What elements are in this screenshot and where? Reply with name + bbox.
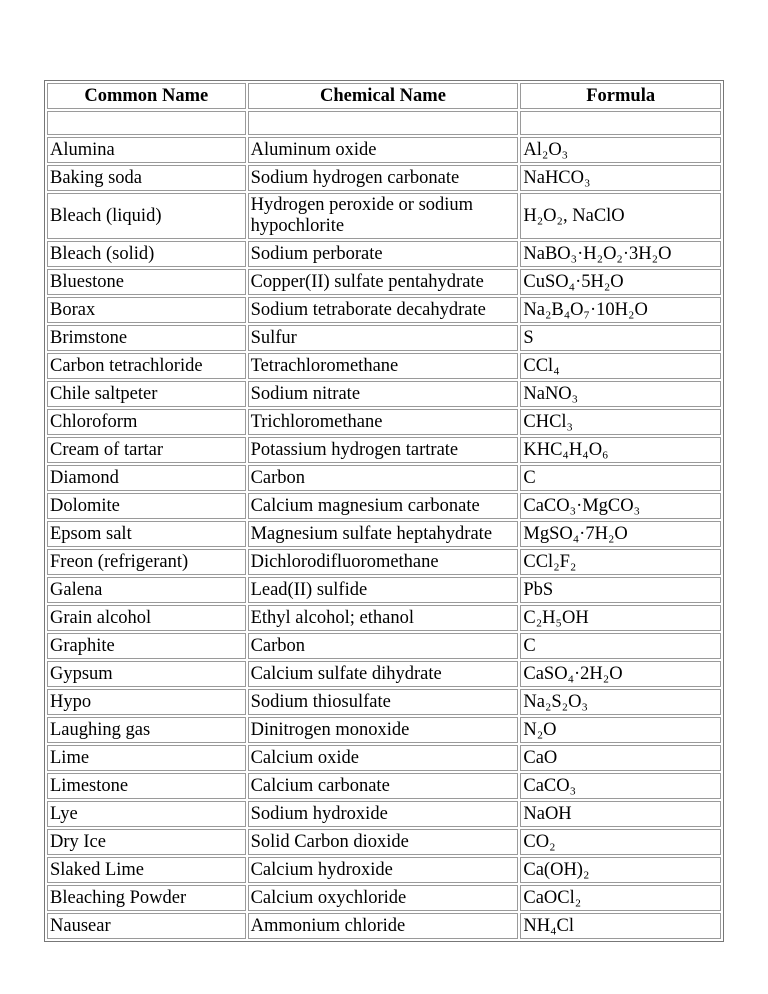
formula-cell: N₂O: [520, 717, 721, 743]
table-row: [47, 193, 721, 239]
formula-cell: C: [520, 633, 721, 659]
chemical-name-cell: Calcium hydroxide: [248, 857, 519, 883]
header-row: [47, 83, 721, 109]
chemical-name-cell: Sodium tetraborate decahydrate: [248, 297, 519, 323]
common-name-cell: Gypsum: [47, 661, 246, 687]
formula-cell: Al₂O₃: [520, 137, 721, 163]
chemical-name-cell: Sodium thiosulfate: [248, 689, 519, 715]
chemical-name-cell: Calcium oxychloride: [248, 885, 519, 911]
table-row: [47, 801, 721, 827]
chemical-name-cell: Aluminum oxide: [248, 137, 519, 163]
chemical-name-cell: Sodium hydroxide: [248, 801, 519, 827]
formula-cell: CO₂: [520, 829, 721, 855]
formula-cell: CaO: [520, 745, 721, 771]
blank-cell: [520, 111, 721, 135]
formula-cell: CCl₂F₂: [520, 549, 721, 575]
chemical-name-cell: Lead(II) sulfide: [248, 577, 519, 603]
common-name-cell: Brimstone: [47, 325, 246, 351]
common-name-cell: Bleach (solid): [47, 241, 246, 267]
common-name-cell: Limestone: [47, 773, 246, 799]
chemical-name-cell: Sodium nitrate: [248, 381, 519, 407]
header-common-name: Common Name: [47, 83, 246, 109]
table-row: [47, 325, 721, 351]
common-name-cell: Bluestone: [47, 269, 246, 295]
table-row: [47, 521, 721, 547]
formula-cell: CHCl₃: [520, 409, 721, 435]
table-row: [47, 689, 721, 715]
table-row: [47, 165, 721, 191]
chemical-name-cell: Hydrogen peroxide or sodium hypochlorite: [248, 193, 519, 239]
formula-cell: Na₂S₂O₃: [520, 689, 721, 715]
table-row: [47, 353, 721, 379]
chemical-name-cell: Dichlorodifluoromethane: [248, 549, 519, 575]
table-row: [47, 633, 721, 659]
chemical-name-cell: Sulfur: [248, 325, 519, 351]
blank-cell: [47, 111, 246, 135]
formula-cell: NaBO₃·H₂O₂·3H₂O: [520, 241, 721, 267]
formula-cell: NaHCO₃: [520, 165, 721, 191]
common-name-cell: Borax: [47, 297, 246, 323]
common-name-cell: Hypo: [47, 689, 246, 715]
formula-cell: Na₂B₄O₇·10H₂O: [520, 297, 721, 323]
common-name-cell: Chloroform: [47, 409, 246, 435]
chemical-name-cell: Carbon: [248, 465, 519, 491]
formula-cell: PbS: [520, 577, 721, 603]
common-name-cell: Alumina: [47, 137, 246, 163]
common-name-cell: Galena: [47, 577, 246, 603]
formula-cell: C₂H₅OH: [520, 605, 721, 631]
table-row: [47, 241, 721, 267]
common-name-cell: Carbon tetrachloride: [47, 353, 246, 379]
common-name-cell: Bleach (liquid): [47, 193, 246, 239]
chemical-name-cell: Ethyl alcohol; ethanol: [248, 605, 519, 631]
common-name-cell: Chile saltpeter: [47, 381, 246, 407]
chemical-names-table: [44, 80, 724, 942]
formula-cell: CaCO₃: [520, 773, 721, 799]
table-row: [47, 745, 721, 771]
formula-cell: Ca(OH)₂: [520, 857, 721, 883]
common-name-cell: Diamond: [47, 465, 246, 491]
table-row: [47, 409, 721, 435]
table-row: [47, 829, 721, 855]
table-row: [47, 493, 721, 519]
header-formula: Formula: [520, 83, 721, 109]
table-row: [47, 437, 721, 463]
formula-cell: MgSO₄·7H₂O: [520, 521, 721, 547]
chemical-name-cell: Sodium hydrogen carbonate: [248, 165, 519, 191]
chemical-name-cell: Dinitrogen monoxide: [248, 717, 519, 743]
formula-cell: NaNO₃: [520, 381, 721, 407]
table-row: [47, 913, 721, 939]
table-row: [47, 717, 721, 743]
blank-cell: [248, 111, 519, 135]
common-name-cell: Freon (refrigerant): [47, 549, 246, 575]
table-row: [47, 577, 721, 603]
header-chemical-name: Chemical Name: [248, 83, 519, 109]
chemical-name-cell: Calcium sulfate dihydrate: [248, 661, 519, 687]
common-name-cell: Epsom salt: [47, 521, 246, 547]
common-name-cell: Lime: [47, 745, 246, 771]
chemical-name-cell: Calcium carbonate: [248, 773, 519, 799]
table-row: [47, 269, 721, 295]
table-row: [47, 661, 721, 687]
blank-row: [47, 111, 721, 135]
formula-cell: CuSO₄·5H₂O: [520, 269, 721, 295]
table-row: [47, 381, 721, 407]
common-name-cell: Laughing gas: [47, 717, 246, 743]
common-name-cell: Baking soda: [47, 165, 246, 191]
chemical-names-sheet: [44, 80, 724, 942]
formula-cell: CaOCl₂: [520, 885, 721, 911]
common-name-cell: Lye: [47, 801, 246, 827]
table-row: [47, 549, 721, 575]
formula-cell: S: [520, 325, 721, 351]
common-name-cell: Graphite: [47, 633, 246, 659]
formula-cell: CaCO₃·MgCO₃: [520, 493, 721, 519]
formula-cell: NaOH: [520, 801, 721, 827]
common-name-cell: Dolomite: [47, 493, 246, 519]
chemical-name-cell: Potassium hydrogen tartrate: [248, 437, 519, 463]
table-row: [47, 465, 721, 491]
formula-cell: C: [520, 465, 721, 491]
table-row: [47, 773, 721, 799]
table-row: [47, 885, 721, 911]
chemical-name-cell: Calcium magnesium carbonate: [248, 493, 519, 519]
chemical-name-cell: Calcium oxide: [248, 745, 519, 771]
chemical-name-cell: Tetrachloromethane: [248, 353, 519, 379]
common-name-cell: Grain alcohol: [47, 605, 246, 631]
table-row: [47, 605, 721, 631]
common-name-cell: Slaked Lime: [47, 857, 246, 883]
chemical-name-cell: Carbon: [248, 633, 519, 659]
common-name-cell: Dry Ice: [47, 829, 246, 855]
formula-cell: NH₄Cl: [520, 913, 721, 939]
table-row: [47, 857, 721, 883]
chemical-name-cell: Sodium perborate: [248, 241, 519, 267]
formula-cell: H₂O₂, NaClO: [520, 193, 721, 239]
common-name-cell: Bleaching Powder: [47, 885, 246, 911]
formula-cell: KHC₄H₄O₆: [520, 437, 721, 463]
chemical-name-cell: Solid Carbon dioxide: [248, 829, 519, 855]
chemical-name-cell: Ammonium chloride: [248, 913, 519, 939]
chemical-name-cell: Copper(II) sulfate pentahydrate: [248, 269, 519, 295]
chemical-name-cell: Magnesium sulfate heptahydrate: [248, 521, 519, 547]
table-row: [47, 137, 721, 163]
chemical-name-cell: Trichloromethane: [248, 409, 519, 435]
formula-cell: CCl₄: [520, 353, 721, 379]
formula-cell: CaSO₄·2H₂O: [520, 661, 721, 687]
common-name-cell: Nausear: [47, 913, 246, 939]
common-name-cell: Cream of tartar: [47, 437, 246, 463]
table-row: [47, 297, 721, 323]
